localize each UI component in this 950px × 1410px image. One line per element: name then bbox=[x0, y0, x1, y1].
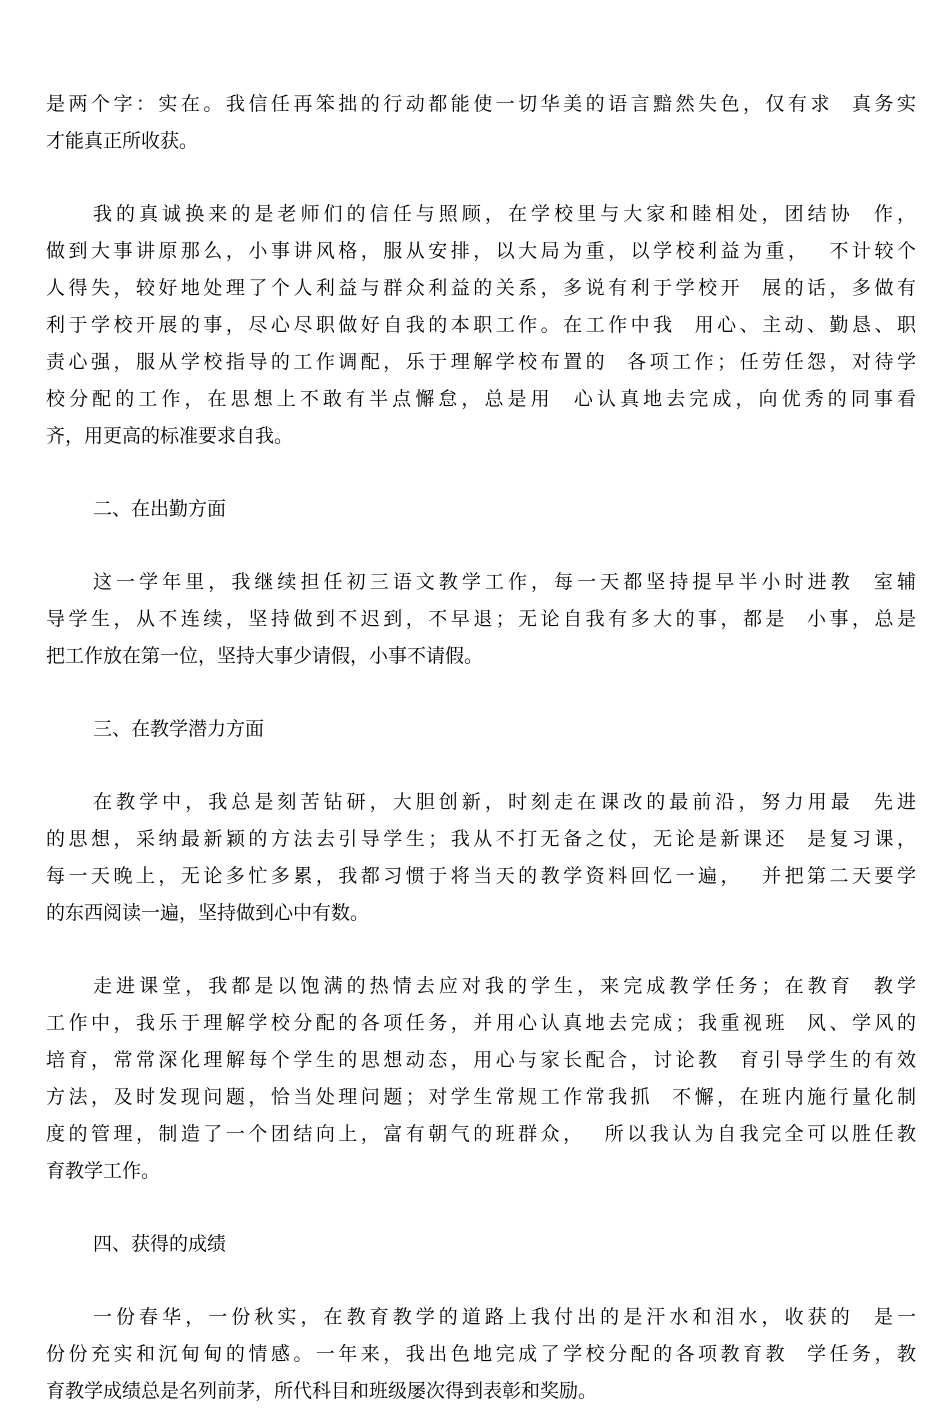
text-line: 才能真正所收获。 bbox=[46, 130, 199, 152]
paragraph bbox=[46, 86, 916, 160]
text-line: 培育，常常深化理解每个学生的思想动态，用心与家长配合，讨论教 育引导学生的有效 bbox=[46, 1049, 916, 1071]
text-line: 方法，及时发现问题，恰当处理问题；对学生常规工作常我抓 不懈，在班内施行量化制 bbox=[46, 1086, 916, 1108]
paragraph bbox=[46, 1299, 916, 1410]
text-line: 做到大事讲原那么，小事讲风格，服从安排，以大局为重，以学校利益为重， 不计较个 bbox=[46, 240, 916, 262]
text-line: 校分配的工作，在思想上不敢有半点懈怠，总是用 心认真地去完成，向优秀的同事看 bbox=[46, 388, 916, 410]
text-line: 度的管理，制造了一个团结向上，富有朝气的班群众， 所以我认为自我完全可以胜任教 bbox=[46, 1123, 916, 1145]
text-line: 每一天晚上，无论多忙多累，我都习惯于将当天的教学资料回忆一遍， 并把第二天要学 bbox=[46, 865, 916, 887]
section-heading: 三、在教学潜力方面 bbox=[93, 718, 265, 740]
paragraph bbox=[46, 968, 916, 1190]
text-line: 是两个字：实在。我信任再笨拙的行动都能使一切华美的语言黯然失色，仅有求 真务实 bbox=[46, 93, 916, 115]
text-line: 的思想，采纳最新颖的方法去引导学生；我从不打无备之仗，无论是新课还 是复习课， bbox=[46, 828, 916, 850]
paragraph bbox=[46, 784, 916, 932]
text-line: 育教学成绩总是名列前茅，所代科目和班级屡次得到表彰和奖励。 bbox=[46, 1380, 598, 1402]
text-line: 育教学工作。 bbox=[46, 1160, 161, 1182]
text-line: 齐，用更高的标准要求自我。 bbox=[46, 425, 294, 447]
document-page bbox=[46, 86, 916, 1410]
text-line: 工作中，我乐于理解学校分配的各项任务，并用心认真地去完成；我重视班 风、学风的 bbox=[46, 1012, 916, 1034]
text-line: 走进课堂，我都是以饱满的热情去应对我的学生，来完成教学任务；在教育 教学 bbox=[93, 975, 916, 997]
paragraph bbox=[46, 196, 916, 455]
text-line: 导学生，从不连续，坚持做到不迟到，不早退；无论自我有多大的事，都是 小事，总是 bbox=[46, 608, 916, 630]
text-line: 责心强，服从学校指导的工作调配，乐于理解学校布置的 各项工作；任劳任怨，对待学 bbox=[46, 351, 916, 373]
text-line: 这一学年里，我继续担任初三语文教学工作，每一天都坚持提早半小时进教 室辅 bbox=[93, 571, 916, 593]
paragraph bbox=[46, 564, 916, 675]
text-line: 把工作放在第一位，坚持大事少请假，小事不请假。 bbox=[46, 645, 484, 667]
section-heading: 二、在出勤方面 bbox=[93, 498, 227, 520]
text-line: 人得失，较好地处理了个人利益与群众利益的关系，多说有利于学校开 展的话，多做有 bbox=[46, 277, 916, 299]
text-line: 一份春华，一份秋实，在教育教学的道路上我付出的是汗水和泪水，收获的 是一 bbox=[93, 1306, 916, 1328]
text-line: 在教学中，我总是刻苦钻研，大胆创新，时刻走在课改的最前沿，努力用最 先进 bbox=[93, 791, 916, 813]
text-line: 我的真诚换来的是老师们的信任与照顾，在学校里与大家和睦相处，团结协 作， bbox=[93, 203, 916, 225]
text-line: 份份充实和沉甸甸的情感。一年来，我出色地完成了学校分配的各项教育教 学任务，教 bbox=[46, 1343, 916, 1365]
section-heading: 四、获得的成绩 bbox=[93, 1233, 227, 1255]
text-line: 利于学校开展的事，尽心尽职做好自我的本职工作。在工作中我 用心、主动、勤恳、职 bbox=[46, 314, 916, 336]
text-line: 的东西阅读一遍，坚持做到心中有数。 bbox=[46, 902, 370, 924]
